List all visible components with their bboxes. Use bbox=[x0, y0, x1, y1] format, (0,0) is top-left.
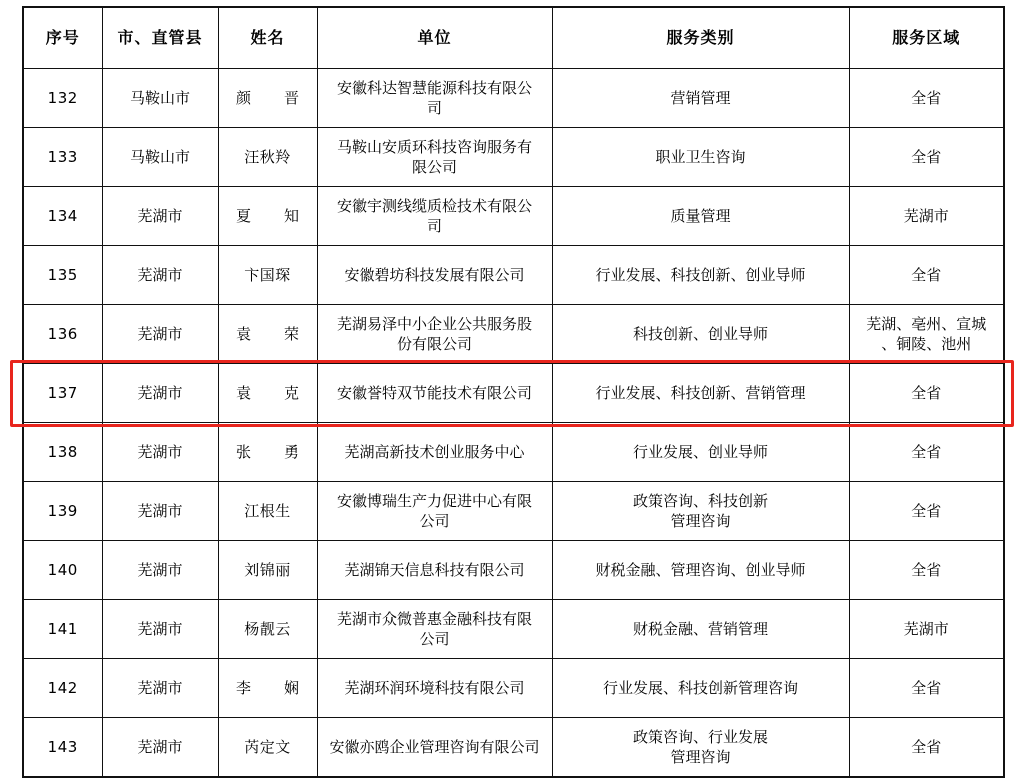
cell-line: 行业发展、科技创新、创业导师 bbox=[595, 265, 806, 284]
cell-organization bbox=[317, 187, 552, 246]
cell-line: 芜湖高新技术创业服务中心 bbox=[344, 442, 525, 461]
cell-service-category bbox=[552, 718, 849, 778]
cell-line: 芜湖易泽中小企业公共服务股 bbox=[336, 314, 532, 333]
cell-text: 夏 知 bbox=[235, 206, 308, 225]
cell-city: 芜湖市 bbox=[102, 541, 218, 600]
cell-name bbox=[218, 659, 317, 718]
cell-service-area bbox=[849, 541, 1004, 600]
cell-organization bbox=[317, 69, 552, 128]
cell-name: 芮定文 bbox=[218, 718, 317, 778]
column-header-org: 单位 bbox=[317, 7, 552, 69]
cell-service-area bbox=[849, 718, 1004, 778]
cell-line: 行业发展、科技创新、营销管理 bbox=[595, 383, 806, 402]
cell-service-area bbox=[849, 364, 1004, 423]
cell-service-area bbox=[849, 482, 1004, 541]
table-row bbox=[23, 187, 1004, 246]
cell-text: 袁 荣 bbox=[235, 324, 308, 343]
cell-line: 全省 bbox=[911, 678, 942, 697]
cell-line: 营销管理 bbox=[670, 88, 731, 107]
cell-line: 限公司 bbox=[411, 158, 457, 176]
table-body bbox=[23, 69, 1004, 778]
service-provider-table bbox=[22, 6, 1005, 778]
cell-line: 安徽誉特双节能技术有限公司 bbox=[336, 383, 532, 402]
cell-sequence-number: 140 bbox=[23, 541, 102, 600]
cell-organization bbox=[317, 659, 552, 718]
cell-service-category bbox=[552, 541, 849, 600]
cell-service-area bbox=[849, 69, 1004, 128]
cell-line: 全省 bbox=[911, 147, 942, 166]
cell-line: 芜湖市 bbox=[903, 206, 949, 225]
cell-sequence-number: 137 bbox=[23, 364, 102, 423]
cell-organization bbox=[317, 541, 552, 600]
cell-line: 安徽博瑞生产力促进中心有限 bbox=[336, 491, 532, 510]
cell-line: 司 bbox=[426, 217, 442, 235]
cell-line: 全省 bbox=[911, 88, 942, 107]
cell-name: 江根生 bbox=[218, 482, 317, 541]
cell-line: 管理咨询 bbox=[670, 748, 731, 766]
table-row bbox=[23, 659, 1004, 718]
cell-line: 芜湖、亳州、宣城 bbox=[866, 314, 987, 333]
table-header-row bbox=[23, 7, 1004, 69]
cell-city: 芜湖市 bbox=[102, 305, 218, 364]
cell-organization bbox=[317, 246, 552, 305]
cell-line: 全省 bbox=[911, 737, 942, 756]
cell-line: 份有限公司 bbox=[396, 335, 472, 353]
cell-service-area bbox=[849, 128, 1004, 187]
cell-organization bbox=[317, 718, 552, 778]
cell-line: 、铜陵、池州 bbox=[881, 335, 972, 353]
cell-organization bbox=[317, 128, 552, 187]
cell-city: 芜湖市 bbox=[102, 718, 218, 778]
cell-line: 全省 bbox=[911, 265, 942, 284]
cell-service-category bbox=[552, 364, 849, 423]
table-row bbox=[23, 482, 1004, 541]
cell-organization bbox=[317, 423, 552, 482]
column-header-city: 市、直管县 bbox=[102, 7, 218, 69]
cell-text: 颜 晋 bbox=[235, 88, 308, 107]
table-row bbox=[23, 718, 1004, 778]
cell-sequence-number: 141 bbox=[23, 600, 102, 659]
cell-sequence-number: 135 bbox=[23, 246, 102, 305]
column-header-seq: 序号 bbox=[23, 7, 102, 69]
cell-service-area bbox=[849, 187, 1004, 246]
table-row bbox=[23, 600, 1004, 659]
cell-service-category bbox=[552, 69, 849, 128]
cell-city: 芜湖市 bbox=[102, 187, 218, 246]
cell-line: 全省 bbox=[911, 383, 942, 402]
cell-line: 芜湖市 bbox=[903, 619, 949, 638]
cell-city: 芜湖市 bbox=[102, 482, 218, 541]
table-row bbox=[23, 541, 1004, 600]
cell-line: 芜湖锦天信息科技有限公司 bbox=[344, 560, 525, 579]
table-header bbox=[23, 7, 1004, 69]
cell-city: 马鞍山市 bbox=[102, 128, 218, 187]
cell-name bbox=[218, 187, 317, 246]
cell-organization bbox=[317, 600, 552, 659]
table-row bbox=[23, 423, 1004, 482]
cell-city: 芜湖市 bbox=[102, 364, 218, 423]
cell-service-category bbox=[552, 187, 849, 246]
cell-line: 财税金融、管理咨询、创业导师 bbox=[595, 560, 806, 579]
cell-line: 财税金融、营销管理 bbox=[632, 619, 768, 638]
cell-sequence-number: 136 bbox=[23, 305, 102, 364]
cell-sequence-number: 134 bbox=[23, 187, 102, 246]
cell-organization bbox=[317, 305, 552, 364]
cell-line: 全省 bbox=[911, 442, 942, 461]
cell-city: 芜湖市 bbox=[102, 423, 218, 482]
cell-text: 李 娴 bbox=[235, 678, 308, 697]
cell-service-category bbox=[552, 600, 849, 659]
cell-city: 芜湖市 bbox=[102, 659, 218, 718]
cell-service-area bbox=[849, 600, 1004, 659]
cell-line: 质量管理 bbox=[670, 206, 731, 225]
cell-line: 全省 bbox=[911, 560, 942, 579]
cell-service-category bbox=[552, 659, 849, 718]
cell-line: 政策咨询、科技创新 bbox=[632, 491, 768, 510]
cell-service-category bbox=[552, 482, 849, 541]
cell-name: 卞国琛 bbox=[218, 246, 317, 305]
column-header-category: 服务类别 bbox=[552, 7, 849, 69]
cell-line: 安徽亦鸥企业管理咨询有限公司 bbox=[329, 737, 540, 756]
cell-sequence-number: 138 bbox=[23, 423, 102, 482]
cell-line: 公司 bbox=[419, 512, 450, 530]
cell-service-area bbox=[849, 659, 1004, 718]
cell-line: 安徽碧坊科技发展有限公司 bbox=[344, 265, 525, 284]
table-row bbox=[23, 128, 1004, 187]
column-header-area: 服务区域 bbox=[849, 7, 1004, 69]
cell-line: 全省 bbox=[911, 501, 942, 520]
cell-sequence-number: 143 bbox=[23, 718, 102, 778]
cell-city: 芜湖市 bbox=[102, 246, 218, 305]
cell-line: 安徽科达智慧能源科技有限公 bbox=[336, 78, 532, 97]
cell-sequence-number: 132 bbox=[23, 69, 102, 128]
cell-name bbox=[218, 69, 317, 128]
table-row bbox=[23, 305, 1004, 364]
cell-sequence-number: 133 bbox=[23, 128, 102, 187]
cell-line: 司 bbox=[426, 99, 442, 117]
table-row bbox=[23, 364, 1004, 423]
cell-line: 安徽宇测线缆质检技术有限公 bbox=[336, 196, 532, 215]
cell-line: 管理咨询 bbox=[670, 512, 731, 530]
cell-service-area bbox=[849, 246, 1004, 305]
cell-name bbox=[218, 423, 317, 482]
cell-name: 刘锦丽 bbox=[218, 541, 317, 600]
cell-text: 袁 克 bbox=[235, 383, 308, 402]
cell-line: 马鞍山安质环科技咨询服务有 bbox=[336, 137, 532, 156]
cell-service-area bbox=[849, 423, 1004, 482]
cell-service-category bbox=[552, 128, 849, 187]
cell-line: 职业卫生咨询 bbox=[655, 147, 746, 166]
cell-line: 公司 bbox=[419, 630, 450, 648]
table-row bbox=[23, 69, 1004, 128]
cell-sequence-number: 139 bbox=[23, 482, 102, 541]
cell-name bbox=[218, 305, 317, 364]
cell-city: 马鞍山市 bbox=[102, 69, 218, 128]
cell-line: 科技创新、创业导师 bbox=[632, 324, 768, 343]
cell-name: 汪秋羚 bbox=[218, 128, 317, 187]
cell-city: 芜湖市 bbox=[102, 600, 218, 659]
cell-name bbox=[218, 364, 317, 423]
cell-line: 行业发展、科技创新管理咨询 bbox=[602, 678, 798, 697]
cell-service-category bbox=[552, 305, 849, 364]
cell-line: 行业发展、创业导师 bbox=[632, 442, 768, 461]
column-header-name: 姓名 bbox=[218, 7, 317, 69]
cell-service-category bbox=[552, 423, 849, 482]
table-row bbox=[23, 246, 1004, 305]
cell-text: 张 勇 bbox=[235, 442, 308, 461]
cell-name: 杨靓云 bbox=[218, 600, 317, 659]
cell-sequence-number: 142 bbox=[23, 659, 102, 718]
cell-organization bbox=[317, 364, 552, 423]
cell-line: 芜湖市众微普惠金融科技有限 bbox=[336, 609, 532, 628]
cell-organization bbox=[317, 482, 552, 541]
cell-service-area bbox=[849, 305, 1004, 364]
cell-line: 政策咨询、行业发展 bbox=[632, 727, 768, 746]
cell-service-category bbox=[552, 246, 849, 305]
cell-line: 芜湖环润环境科技有限公司 bbox=[344, 678, 525, 697]
